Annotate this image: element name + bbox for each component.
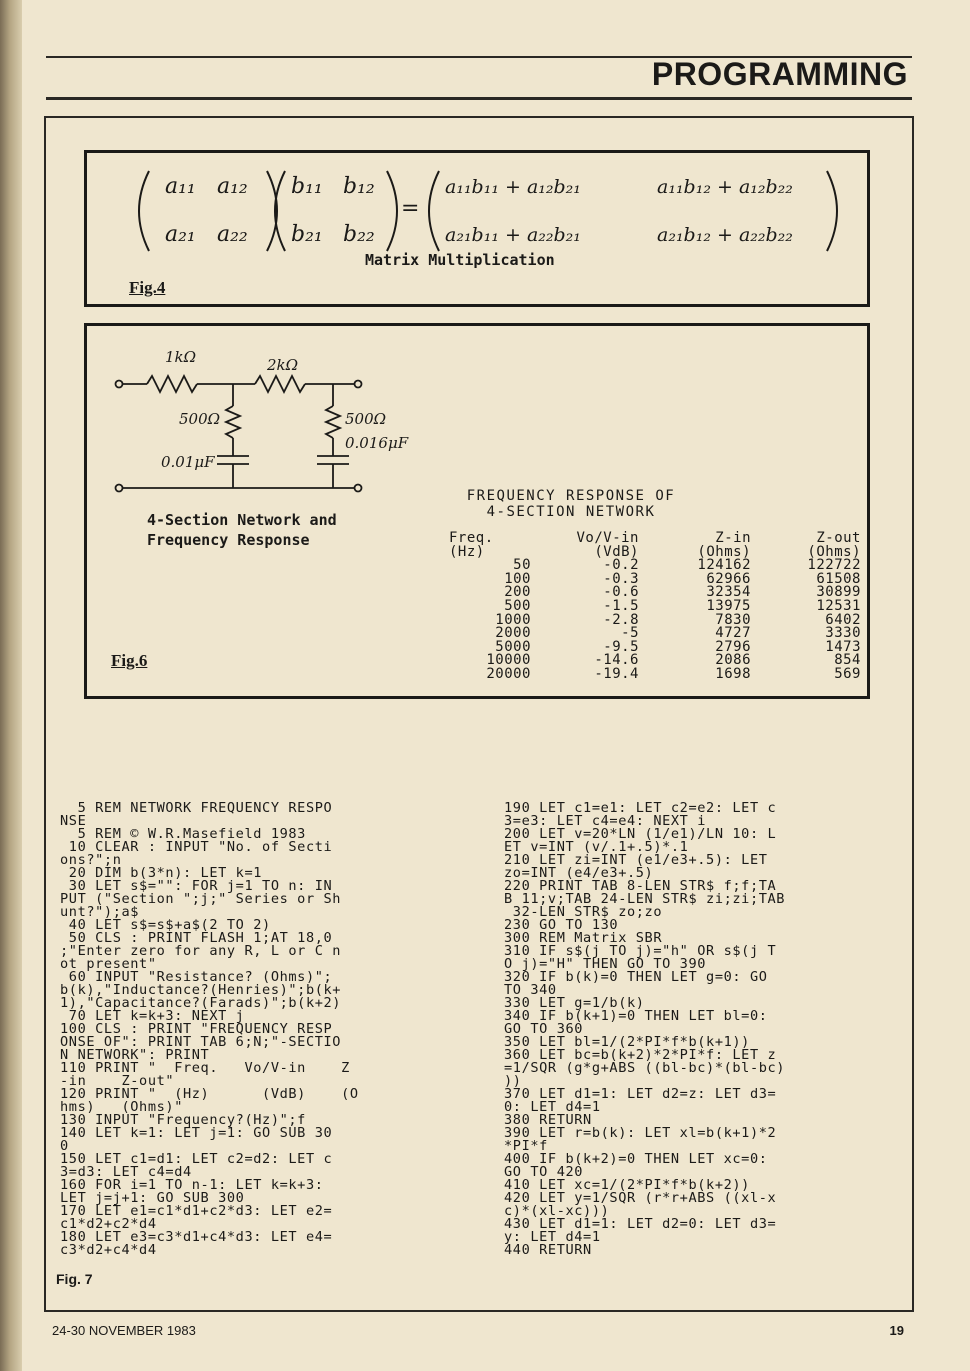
table-header-row (449, 532, 861, 546)
cell: -2.8 (603, 611, 639, 628)
footer-date: 24-30 NOVEMBER 1983 (52, 1323, 196, 1338)
cell: 50 (513, 557, 531, 574)
cell: 100 (504, 570, 531, 587)
page-number: 19 (889, 1323, 904, 1338)
result-22: a₂₁b₁₂ + a₂₂b₂₂ (657, 224, 793, 246)
fig6-box (84, 323, 870, 699)
cell: 1473 (825, 638, 861, 655)
resistor-1k-label: 1kΩ (165, 348, 197, 366)
matrix-b-12: b₁₂ (343, 174, 375, 199)
fig7-label: Fig. 7 (56, 1271, 93, 1287)
cell: -5 (621, 625, 639, 642)
cell: 1000 (495, 611, 531, 628)
fig6-caption (147, 510, 337, 550)
cell: 10000 (486, 652, 531, 669)
cell: 200 (504, 584, 531, 601)
header-zin: Z-in (715, 530, 751, 546)
result-21: a₂₁b₁₁ + a₂₂b₂₁ (445, 224, 581, 246)
resistor-500-right-label: 500Ω (345, 410, 387, 428)
cell: 2086 (715, 652, 751, 669)
matrix-b-22: b₂₂ (343, 222, 375, 247)
cell: 1698 (715, 665, 751, 682)
cell: 3330 (825, 625, 861, 642)
cell: 2000 (495, 625, 531, 642)
header-bottom-rule (46, 97, 912, 100)
header-freq: Freq. (449, 530, 494, 546)
cell: 854 (834, 652, 861, 669)
response-table-title (421, 488, 721, 520)
cell: 569 (834, 665, 861, 682)
fig6-caption-line1: 4-Section Network and (147, 511, 337, 529)
cell: -0.3 (603, 570, 639, 587)
cell: 122722 (807, 557, 861, 574)
matrix-a-21: a₂₁ (165, 222, 196, 247)
magazine-spine-shadow (0, 0, 22, 1371)
matrix-a-22: a₂₂ (217, 222, 248, 247)
table-row (449, 668, 861, 682)
matrix-a-11: a₁₁ (165, 174, 196, 199)
result-11: a₁₁b₁₁ + a₁₂b₂₁ (445, 176, 581, 198)
cell: 30899 (816, 584, 861, 601)
basic-listing-right-column: 190 LET c1=e1: LET c2=e2: LET c 3=e3: LET c4=e4: NEXT i 200 LET v=20*LN (1/e1)/LN 10: L ET v=INT (v/.1+.5)*.1 210 LET zi=INT (e1/e3+.5): LET zo=INT (e4/e3+.5) 220 PRINT TAB 8-LEN STR$ f;f;TA B 11;v;TAB 24-LEN STR$ zi;zi;TAB 32-LEN STR$ zo;zo 230 GO TO 130 300 REM Matrix SBR 310 IF s$(j TO j)="h" OR s$(j T O j)="H" THEN GO TO 390 320 IF b(k)=0 THEN LET g=0: GO TO 340 330 LET g=1/b(k) 340 IF b(k+1)=0 THEN LET bl=0: GO TO 360 350 LET bl=1/(2*PI*f*b(k+1)) 360 LET bc=b(k+2)*2*PI*f: LET z =1/SQR (g*g+ABS ((bl-bc)*(bl-bc) )) 370 LET d1=1: LET d2=z: LET d3= 0: LET d4=1 380 RETURN 390 LET r=b(k): LET xl=b(k+1)*2 *PI*f 400 IF b(k+2)=0 THEN LET xc=0: GO TO 420 410 LET xc=1/(2*PI*f*b(k+2)) 420 LET y=1/SQR (r*r+ABS ((xl-x c)*(xl-xc))) 430 LET d1=1: LET d2=0: LET d3= y: LET d4=1 440 RETURN (504, 800, 786, 1258)
cell: -0.6 (603, 584, 639, 601)
fig6-caption-line2: Frequency Response (147, 531, 310, 549)
fig4-box (84, 150, 870, 307)
cell: -14.6 (594, 652, 639, 669)
capacitor-left-label: 0.01μF (161, 453, 215, 471)
basic-listing-left-column: 5 REM NETWORK FREQUENCY RESPO NSE 5 REM © W.R.Masefield 1983 10 CLEAR : INPUT "No. of Secti ons?";n 20 DIM b(3*n): LET k=1 30 LET s$="": FOR j=1 TO n: IN PUT ("Section ";j;" Series or Sh unt?");a$ 40 LET s$=s$+a$(2 TO 2) 50 CLS : PRINT FLASH 1;AT 18,0 ;"Enter zero for any R, L or C n ot present" 60 INPUT "Resistance? (Ohms)"; b(k),"Inductance?(Henries)";b(k+ 1),"Capacitance?(Farads)";b(k+2) 70 LET k=k+3: NEXT j 100 CLS : PRINT "FREQUENCY RESP ONSE OF": PRINT TAB 6;N;"-SECTIO N NETWORK": PRINT 110 PRINT " Freq. Vo/V-in Z -in Z-out" 120 PRINT " (Hz) (VdB) (O hms) (Ohms)" 130 INPUT "Frequency?(Hz)";f 140 LET k=1: LET j=1: GO SUB 30 0 150 LET c1=d1: LET c2=d2: LET c 3=d3: LET c4=d4 160 FOR i=1 TO n-1: LET k=k+3: LET j=j+1: GO SUB 300 170 LET e1=c1*d1+c2*d3: LET e2= c1*d2+c2*d4 180 LET e3=c3*d1+c4*d3: LET e4= c3*d2+c4*d4 (60, 800, 359, 1258)
cell: 7830 (715, 611, 751, 628)
frequency-response-table (449, 532, 861, 682)
unit-vo: (VdB) (594, 543, 639, 560)
matrix-multiplication-formula (87, 153, 867, 304)
cell: 2796 (715, 638, 751, 655)
cell: 61508 (816, 570, 861, 587)
cell: 5000 (495, 638, 531, 655)
cell: 12531 (816, 597, 861, 614)
cell: -0.2 (603, 557, 639, 574)
section-title: PROGRAMMING (651, 56, 908, 92)
response-title-line2: 4-SECTION NETWORK (486, 504, 656, 520)
fig4-label: Fig.4 (129, 278, 166, 297)
network-circuit-diagram (105, 340, 435, 515)
cell: 32354 (706, 584, 751, 601)
matrix-b-11: b₁₁ (291, 174, 323, 199)
cell: -9.5 (603, 638, 639, 655)
cell: -1.5 (603, 597, 639, 614)
matrix-b-21: b₂₁ (291, 222, 323, 247)
cell: 62966 (706, 570, 751, 587)
cell: 500 (504, 597, 531, 614)
unit-zin: (Ohms) (697, 543, 751, 560)
resistor-2k-label: 2kΩ (267, 356, 299, 374)
capacitor-right-label: 0.016μF (345, 434, 409, 452)
cell: 20000 (486, 665, 531, 682)
unit-zout: (Ohms) (807, 543, 861, 560)
cell: 4727 (715, 625, 751, 642)
fig4-caption: Matrix Multiplication (365, 251, 555, 269)
cell: 13975 (706, 597, 751, 614)
cell: -19.4 (594, 665, 639, 682)
cell: 124162 (697, 557, 751, 574)
equals-sign: = (401, 196, 420, 221)
response-title-line1: FREQUENCY RESPONSE OF (466, 488, 676, 504)
header-vo: Vo/V-in (576, 530, 639, 546)
result-12: a₁₁b₁₂ + a₁₂b₂₂ (657, 176, 793, 198)
resistor-500-left-label: 500Ω (179, 410, 221, 428)
header-zout: Z-out (816, 530, 861, 546)
cell: 6402 (825, 611, 861, 628)
matrix-a-12: a₁₂ (217, 174, 248, 199)
table-units-row (449, 546, 861, 560)
fig6-label: Fig.6 (111, 651, 148, 670)
unit-freq: (Hz) (449, 543, 485, 560)
